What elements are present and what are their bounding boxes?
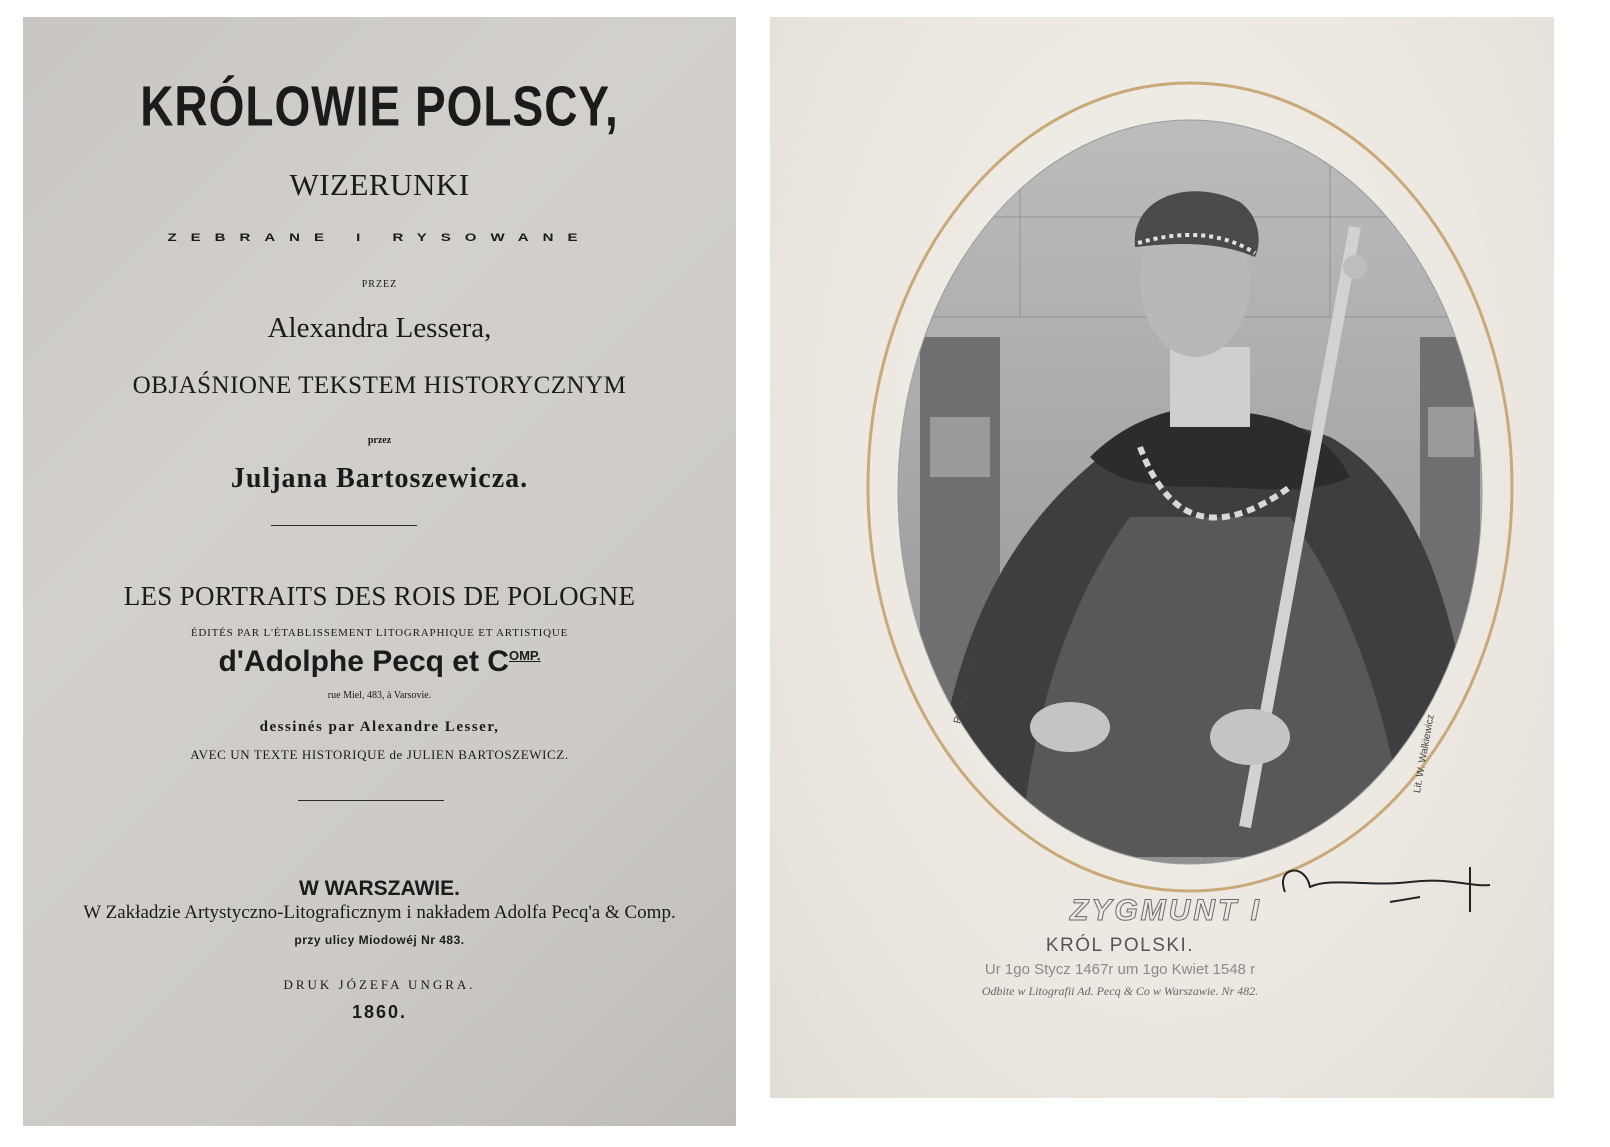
french-published-line: ÉDITÉS PAR L'ÉTABLISSEMENT LITOGRAPHIQUE ET ARTISTIQUE bbox=[190, 627, 569, 639]
portrait-plate-page bbox=[770, 17, 1554, 1098]
drawn-by-line: dessinés par Alexandre Lesser, bbox=[259, 719, 500, 735]
publisher-text: d'Adolphe Pecq et C bbox=[218, 645, 509, 678]
printer-line: DRUK JÓZEFA UNGRA. bbox=[283, 977, 476, 992]
king-name: ZYGMUNT I bbox=[1070, 894, 1262, 927]
lithographer-credit: Lit. W. Walkiewicz bbox=[1412, 713, 1437, 794]
signature-mark bbox=[1283, 867, 1490, 912]
french-title: LES PORTRAITS DES ROIS DE POLOGNE bbox=[123, 581, 636, 611]
imprint-line: W Zakładzie Artystyczno-Litograficznym i nakładem Adolfa Pecq'a & Comp. bbox=[83, 902, 676, 923]
portrait-oval bbox=[870, 107, 1510, 887]
book-subtitle: WIZERUNKI bbox=[289, 167, 470, 202]
king-dates: Ur 1go Stycz 1467r um 1go Kwiet 1548 r bbox=[984, 961, 1256, 978]
by-line-1: PRZEZ bbox=[361, 279, 398, 290]
artist-credit: Rysował A. Lesser. bbox=[952, 640, 985, 725]
title-page bbox=[23, 17, 736, 1126]
by-line-2: przez bbox=[367, 435, 392, 446]
printer-credit: Odbite w Litografii Ad. Pecq & Co w Warszawie. Nr 482. bbox=[981, 984, 1259, 998]
author-name: Alexandra Lessera, bbox=[267, 312, 492, 344]
historian-name: Juljana Bartoszewicza. bbox=[230, 463, 529, 494]
explained-line: OBJAŚNIONE TEKSTEM HISTORYCZNYM bbox=[132, 372, 627, 399]
king-title: KRÓL POLSKI. bbox=[1045, 935, 1195, 956]
french-address: rue Miel, 483, à Varsovie. bbox=[327, 690, 432, 701]
publisher-superscript: OMP. bbox=[508, 648, 541, 663]
year-line: 1860. bbox=[351, 1002, 408, 1022]
historical-text-line: AVEC UN TEXTE HISTORIQUE de JULIEN BARTOSZEWICZ. bbox=[190, 747, 569, 762]
street-line: przy ulicy Miodowéj Nr 483. bbox=[294, 933, 465, 947]
publisher-name bbox=[23, 645, 736, 679]
city-line: W WARSZAWIE. bbox=[299, 877, 460, 900]
spaced-subtitle: ZEBRANE I RYSOWANE bbox=[167, 231, 592, 244]
book-title: KRÓLOWIE POLSCY, bbox=[140, 74, 619, 138]
divider-rule-2 bbox=[298, 800, 444, 801]
divider-rule-1 bbox=[271, 525, 417, 526]
